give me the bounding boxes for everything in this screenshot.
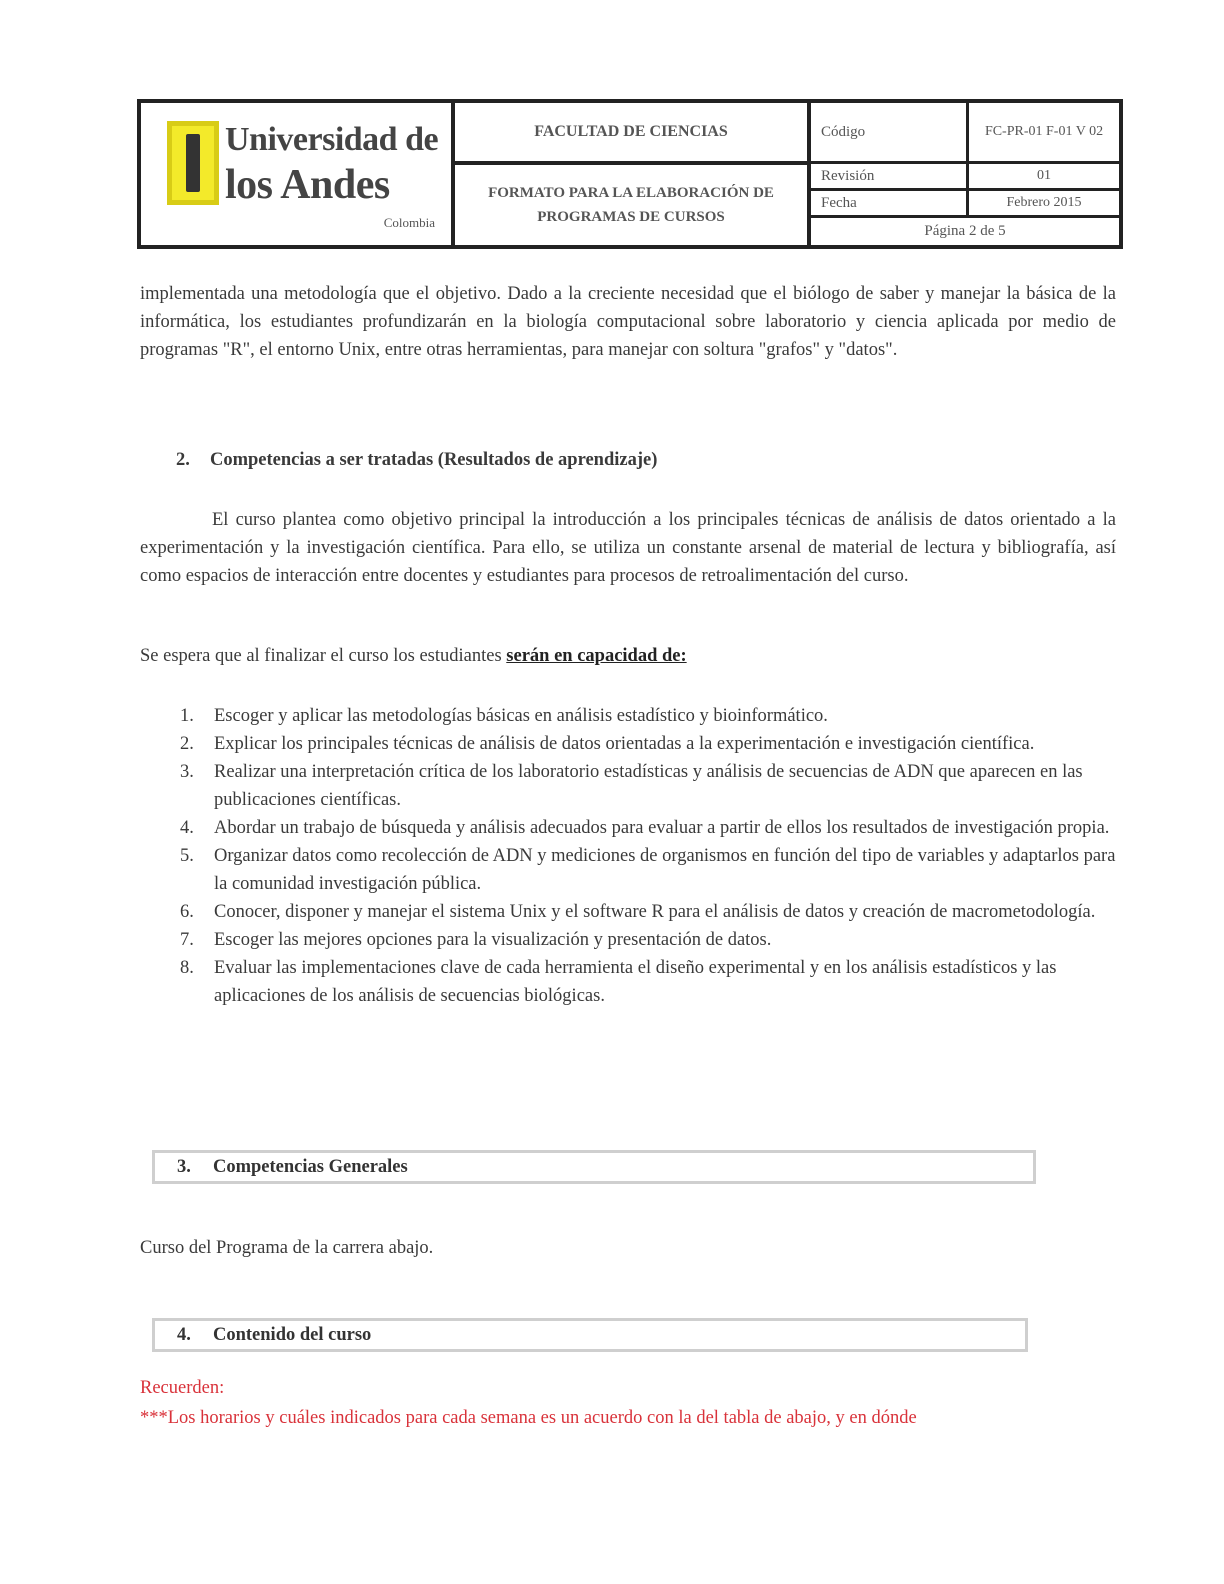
- list-item: [180, 926, 1120, 954]
- objectives-list: [180, 702, 1120, 1010]
- section-title: Contenido del curso: [213, 1324, 372, 1345]
- document-header-table: [137, 99, 1123, 249]
- faculty-name: FACULTAD DE CIENCIAS: [455, 103, 807, 165]
- meta-row-revision: [811, 164, 1119, 191]
- note-text: ***Los horarios y cuáles indicados para cada semana es un acuerdo con la del tabla de abajo, y en dónde: [140, 1408, 917, 1428]
- meta-row-code: [811, 103, 1119, 164]
- list-marker: 2.: [180, 734, 194, 754]
- logo-line-3: Colombia: [383, 215, 435, 230]
- list-text: Conocer, disponer y manejar el sistema Unix y el software R para el análisis de datos y creación de macrometodología.: [214, 902, 1096, 922]
- lead-text: Se espera que al finalizar el curso los estudiantes: [140, 646, 502, 666]
- list-item: [180, 758, 1120, 814]
- list-marker: 3.: [180, 762, 194, 782]
- meta-key: Fecha: [811, 191, 969, 215]
- note-title: Recuerden:: [140, 1378, 225, 1398]
- list-text: Abordar un trabajo de búsqueda y análisis adecuados para evaluar a partir de ellos los resultados de investigación propia.: [214, 818, 1110, 838]
- list-item: [180, 730, 1120, 758]
- meta-value: FC-PR-01 F-01 V 02: [984, 124, 1104, 139]
- list-text: Organizar datos como recolección de ADN y mediciones de organismos en función del tipo de variables y adaptarlos para la comunidad investigación pública.: [214, 846, 1116, 894]
- header-meta-cell: [811, 103, 1119, 245]
- intro-paragraph: implementada una metodología que el objetivo. Dado a la creciente necesidad que el biólogo de saber y manejar la básica de la informática, los estudiantes profundizarán en la biología computacional sobre laboratorio y ciencia aplicada por medio de programas "R", el entorno Unix, entre otras herramientas, para manejar con soltura "grafos" y "datos".: [140, 284, 1116, 360]
- page-number: Página 2 de 5: [924, 223, 1006, 239]
- section-3-text: Curso del Programa de la carrera abajo.: [140, 1238, 434, 1258]
- logo-line-2: los Andes: [225, 162, 390, 208]
- section-number: 2.: [176, 450, 190, 470]
- university-logo-icon: [167, 121, 219, 205]
- objectives-lead: [140, 646, 687, 667]
- list-item: [180, 842, 1120, 898]
- list-marker: 4.: [180, 818, 194, 838]
- list-item: [180, 702, 1120, 730]
- meta-key: Código: [811, 103, 969, 161]
- list-item: [180, 954, 1120, 1010]
- list-item: [180, 814, 1120, 842]
- header-title-cell: [455, 103, 811, 245]
- section-title: Competencias a ser tratadas (Resultados de aprendizaje): [210, 450, 658, 470]
- section-number: 4.: [177, 1324, 191, 1345]
- list-text: Explicar los principales técnicas de análisis de datos orientadas a la experimentación e investigación científica.: [214, 734, 1035, 754]
- meta-value: Febrero 2015: [1006, 195, 1082, 210]
- section-2-heading: [176, 450, 657, 471]
- list-text: Realizar una interpretación crítica de los laboratorio estadísticas y análisis de secuencias de ADN que aparecen en las publicaciones científicas.: [214, 762, 1083, 810]
- list-marker: 5.: [180, 846, 194, 866]
- logo-cell: [141, 103, 455, 245]
- meta-key: Revisión: [811, 164, 969, 188]
- section-2-paragraph: El curso plantea como objetivo principal la introducción a los principales técnicas de análisis de datos orientado a la experimentación y la investigación científica. Para ello, se utiliza un constante arsenal de material de lectura y bibliografía, así como espacios de interacción entre docentes y estudiantes para procesos de retroalimentación del curso.: [140, 510, 1116, 586]
- list-item: [180, 898, 1120, 926]
- list-marker: 1.: [180, 706, 194, 726]
- list-marker: 6.: [180, 902, 194, 922]
- section-number: 3.: [177, 1156, 191, 1177]
- lead-underlined: serán en capacidad de:: [506, 646, 687, 666]
- section-4-heading: [152, 1318, 1028, 1352]
- meta-value: 01: [1037, 168, 1051, 183]
- list-text: Escoger y aplicar las metodologías básicas en análisis estadístico y bioinformático.: [214, 706, 828, 726]
- list-marker: 8.: [180, 958, 194, 978]
- form-title: FORMATO PARA LA ELABORACIÓN DE PROGRAMAS DE CURSOS: [488, 185, 774, 225]
- meta-row-date: [811, 191, 1119, 218]
- list-text: Evaluar las implementaciones clave de cada herramienta el diseño experimental y en los análisis estadísticos y las aplicaciones de los análisis de secuencias biológicas.: [214, 958, 1057, 1006]
- list-text: Escoger las mejores opciones para la visualización y presentación de datos.: [214, 930, 772, 950]
- list-marker: 7.: [180, 930, 194, 950]
- section-3-heading: [152, 1150, 1036, 1184]
- logo-line-1: Universidad de: [225, 121, 439, 158]
- section-title: Competencias Generales: [213, 1156, 408, 1177]
